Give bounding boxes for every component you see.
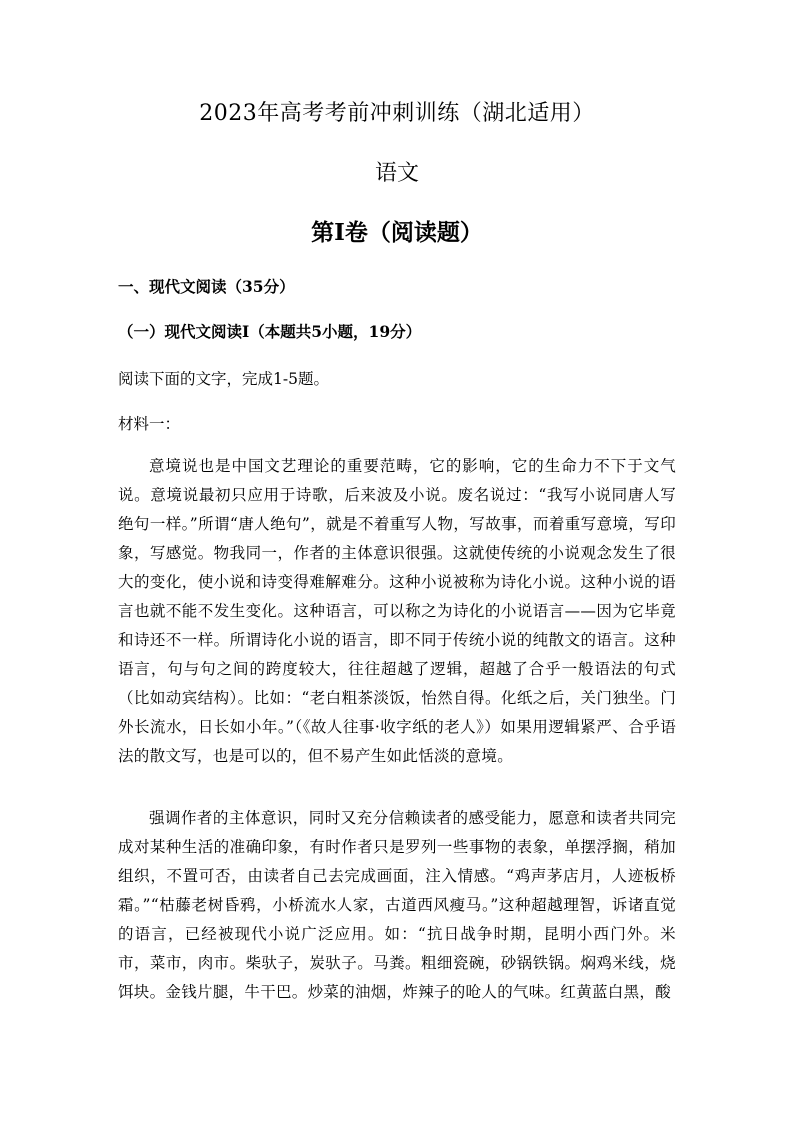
body-paragraph: 强调作者的主体意识，同时又充分信赖读者的感受能力，愿意和读者共同完成对某种生活的准确印象，有时作者只是罗列一些事物的表象，单摆浮搁，稍加组织，不置可否，由读者自己去完成画面，注入情感。“鸡声茅店月，人迹板桥霜。”“枯藤老树昏鸦，小桥流水人家，古道西风瘦马。”这种超越理智，诉诸直觉的语言，已经被现代小说广泛应用。如：“抗日战争时期，昆明小西门外。米市，菜市，肉市。柴驮子，炭驮子。马粪。粗细瓷碗，砂锅铁锅。焖鸡米线，烧饵块。金钱片腿，牛干巴。炒菜的油烟，炸辣子的呛人的气味。红黄蓝白黑，酸 xyxy=(118,809,676,1001)
subject-title: 语文 xyxy=(374,161,419,186)
exam-title: 2023年高考考前冲刺训练（湖北适用） xyxy=(199,101,595,126)
material-label: 材料一： xyxy=(118,415,181,433)
reading-instruction: 阅读下面的文字，完成1-5题。 xyxy=(118,370,329,388)
subsection-heading: （一）现代文阅读Ⅰ（本题共5小题，19分） xyxy=(118,322,422,341)
volume-heading: 第Ⅰ卷（阅读题） xyxy=(311,219,483,246)
section-heading: 一、现代文阅读（35分） xyxy=(118,277,295,296)
body-paragraph: 意境说也是中国文艺理论的重要范畴，它的影响，它的生命力不下于文气说。意境说最初只应用于诗歌，后来波及小说。废名说过：“我写小说同唐人写绝句一样。”所谓“唐人绝句”，就是不着重写人物，写故事，而着重写意境，写印象，写感觉。物我同一，作者的主体意识很强。这就使传统的小说观念发生了很大的变化，使小说和诗变得难解难分。这种小说被称为诗化小说。这种小说的语言也就不能不发生变化。这种语言，可以称之为诗化的小说语言——因为它毕竟和诗还不一样。所谓诗化小说的语言，即不同于传统小说的纯散文的语言。这种语言，句与句之间的跨度较大，往往超越了逻辑，超越了合乎一般语法的句式（比如动宾结构）。比如：“老白粗茶淡饭，怡然自得。化纸之后，关门独坐。门外长流水，日长如小年。”（《故人往事·收字纸的老人》）如果用逻辑紧严、合乎语法的散文写，也是可以的，但不易产生如此恬淡的意境。 xyxy=(118,457,676,765)
